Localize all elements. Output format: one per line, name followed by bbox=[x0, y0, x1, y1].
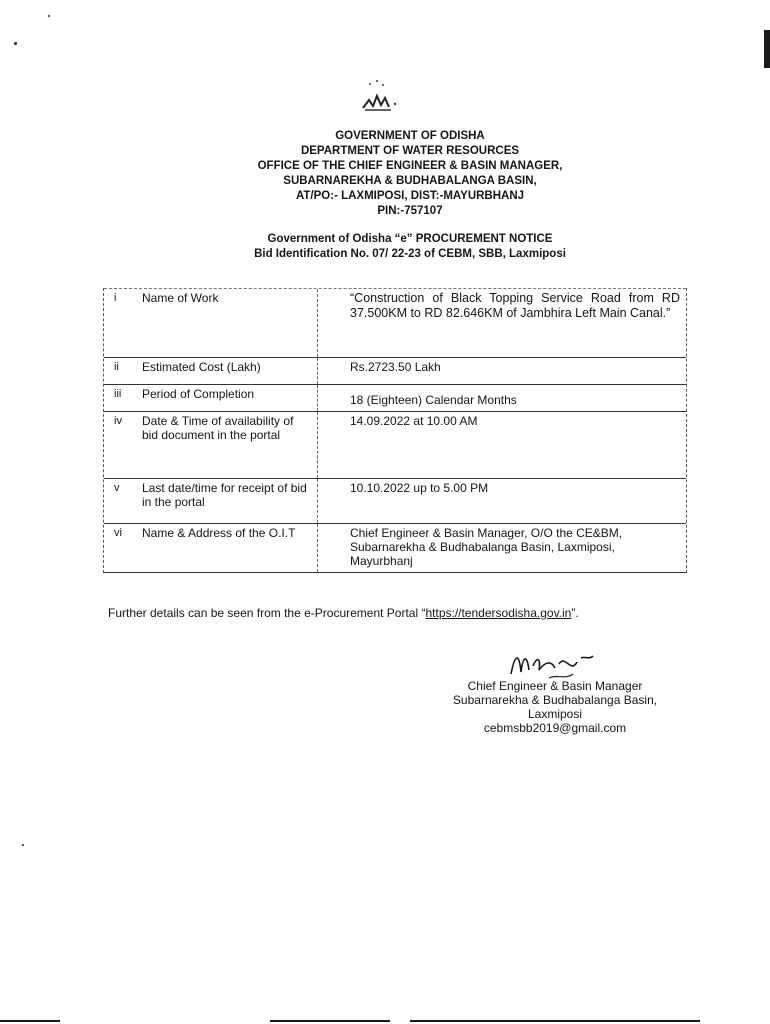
signatory-place: Laxmiposi bbox=[527, 707, 583, 721]
scan-edge-line bbox=[270, 1020, 390, 1022]
scan-speck bbox=[48, 15, 50, 17]
notice-heading bbox=[140, 232, 680, 262]
row-label: Estimated Cost (Lakh) bbox=[132, 358, 318, 384]
signatory-title: Chief Engineer & Basin Manager bbox=[467, 679, 643, 693]
row-number: iv bbox=[114, 415, 122, 427]
row-number: v bbox=[114, 482, 120, 494]
row-number: i bbox=[114, 292, 117, 304]
portal-link[interactable]: https://tendersodisha.gov.in bbox=[425, 606, 572, 620]
further-suffix: ”. bbox=[571, 606, 579, 620]
signatory-email[interactable]: cebmsbb2019@gmail.com bbox=[483, 721, 627, 735]
header-line: GOVERNMENT OF ODISHA bbox=[335, 130, 485, 142]
row-value: “Construction of Black Topping Service Road from RD 37.500KM to RD 82.646KM of Jambhira Left Main Canal.” bbox=[350, 291, 680, 320]
table-row bbox=[104, 358, 686, 385]
scan-speck bbox=[22, 844, 24, 846]
scan-edge-line bbox=[410, 1020, 700, 1022]
header-line: DEPARTMENT OF WATER RESOURCES bbox=[300, 145, 520, 157]
table-row bbox=[104, 288, 686, 358]
table-row bbox=[104, 385, 686, 412]
further-details-text bbox=[108, 606, 708, 620]
header-line: OFFICE OF THE CHIEF ENGINEER & BASIN MANAGER, bbox=[257, 160, 563, 172]
office-header bbox=[140, 129, 680, 219]
row-value: 10.10.2022 up to 5.00 PM bbox=[350, 481, 489, 495]
row-number: vi bbox=[114, 527, 122, 539]
row-label: Period of Completion bbox=[132, 385, 318, 411]
table-row bbox=[104, 479, 686, 524]
header-line: PIN:-757107 bbox=[377, 205, 443, 217]
further-prefix: Further details can be seen from the e-Procurement Portal “ bbox=[108, 606, 426, 620]
header-line: AT/PO:- LAXMIPOSI, DIST:-MAYURBHANJ bbox=[295, 190, 525, 202]
signatory-block bbox=[420, 679, 690, 735]
row-label: Last date/time for receipt of bid in the portal bbox=[132, 479, 318, 523]
scan-speck bbox=[14, 42, 17, 45]
scan-edge-line bbox=[764, 30, 770, 68]
notice-title: Government of Odisha “e” PROCUREMENT NOTICE bbox=[267, 233, 553, 245]
row-label: Name & Address of the O.I.T bbox=[132, 524, 318, 572]
handwritten-signature-icon bbox=[505, 644, 615, 684]
government-emblem-icon bbox=[355, 76, 401, 116]
table-row bbox=[104, 412, 686, 479]
row-number: ii bbox=[114, 361, 119, 373]
scan-edge-line bbox=[0, 1020, 60, 1022]
row-number: iii bbox=[114, 388, 122, 400]
row-label: Date & Time of availability of bid document in the portal bbox=[132, 412, 318, 478]
header-line: SUBARNAREKHA & BUDHABALANGA BASIN, bbox=[283, 175, 537, 187]
row-value: Chief Engineer & Basin Manager, O/O the CE&BM, Subarnarekha & Budhabalanga Basin, Laxmiposi, Mayurbhanj bbox=[350, 526, 623, 568]
row-label: Name of Work bbox=[132, 289, 318, 357]
table-row bbox=[104, 524, 686, 573]
signatory-basin: Subarnarekha & Budhabalanga Basin, bbox=[452, 693, 658, 707]
notice-details-table bbox=[103, 288, 687, 573]
bid-identification: Bid Identification No. 07/ 22-23 of CEBM, SBB, Laxmiposi bbox=[254, 248, 566, 260]
row-value: 18 (Eighteen) Calendar Months bbox=[350, 393, 517, 407]
row-value: Rs.2723.50 Lakh bbox=[350, 360, 441, 374]
row-value: 14.09.2022 at 10.00 AM bbox=[350, 414, 478, 428]
